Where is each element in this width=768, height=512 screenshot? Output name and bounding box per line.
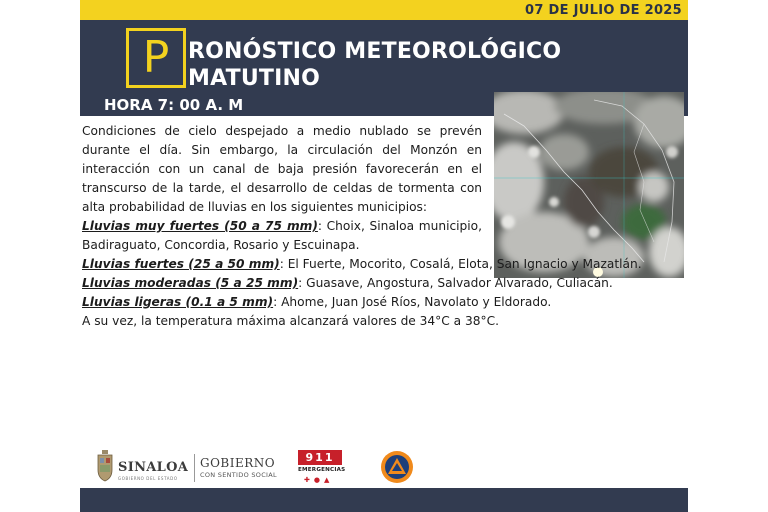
- title-line-2: MATUTINO: [188, 66, 320, 91]
- logo-911-number: 911: [298, 450, 342, 465]
- rain-light: [82, 293, 686, 312]
- title-initial-box: [126, 28, 186, 88]
- gobierno-subtitle: CON SENTIDO SOCIAL: [200, 471, 277, 479]
- rain-very-heavy-text: : Choix, Sinaloa municipio, Badiraguato, Concordia, Rosario y Escuinapa.: [82, 219, 482, 252]
- rain-heavy-label: Lluvias fuertes (25 a 50 mm): [82, 257, 280, 271]
- forecast-time: HORA 7: 00 A. M: [104, 96, 244, 114]
- bottom-bar: [80, 488, 688, 512]
- forecast-date: 07 DE JULIO DE 2025: [525, 2, 682, 18]
- title-initial: P: [142, 32, 170, 83]
- rain-very-heavy-label: Lluvias muy fuertes (50 a 75 mm): [82, 219, 318, 233]
- rain-light-label: Lluvias ligeras (0.1 a 5 mm): [82, 295, 274, 309]
- forecast-body: [82, 122, 686, 331]
- forecast-intro: Condiciones de cielo despejado a medio nublado se prevén durante el día. Sin embargo, la circulación del Monzón en interacción con un canal de baja presión favorecerán en el transcurso de la tarde, el desarrollo de celdas de tormenta con alta probabilidad de lluvias en los siguientes municipios:: [82, 124, 482, 214]
- rain-moderate: [82, 274, 686, 293]
- emergency-icons: ✚●▲: [304, 476, 334, 484]
- rain-moderate-text: : Guasave, Angostura, Salvador Alvarado, Culiacán.: [298, 276, 613, 290]
- logo-911-label: EMERGENCIAS: [298, 467, 346, 473]
- footer-logos: [92, 446, 432, 488]
- rain-light-text: : Ahome, Juan José Ríos, Navolato y Eldorado.: [273, 295, 552, 309]
- page-title: [188, 38, 668, 92]
- proteccion-civil-icon: [380, 450, 414, 484]
- sinaloa-shield-icon: [96, 450, 114, 482]
- logo-divider: [194, 454, 195, 482]
- logo-911: [298, 450, 346, 486]
- rain-heavy-text: : El Fuerte, Mocorito, Cosalá, Elota, San Ignacio y Mazatlán.: [279, 257, 642, 271]
- sinaloa-subtitle: GOBIERNO DEL ESTADO: [118, 476, 178, 481]
- date-bar: [80, 0, 688, 20]
- gobierno-wordmark: GOBIERNO: [200, 456, 276, 470]
- temperature-note: A su vez, la temperatura máxima alcanzará valores de 34°C a 38°C.: [82, 314, 499, 328]
- rain-moderate-label: Lluvias moderadas (5 a 25 mm): [82, 276, 299, 290]
- title-line-1: RONÓSTICO METEOROLÓGICO: [188, 39, 562, 64]
- rain-heavy: [82, 255, 686, 274]
- sinaloa-wordmark: SINALOA: [118, 460, 189, 475]
- sinaloa-logo: [92, 450, 190, 486]
- rain-very-heavy: [82, 217, 482, 255]
